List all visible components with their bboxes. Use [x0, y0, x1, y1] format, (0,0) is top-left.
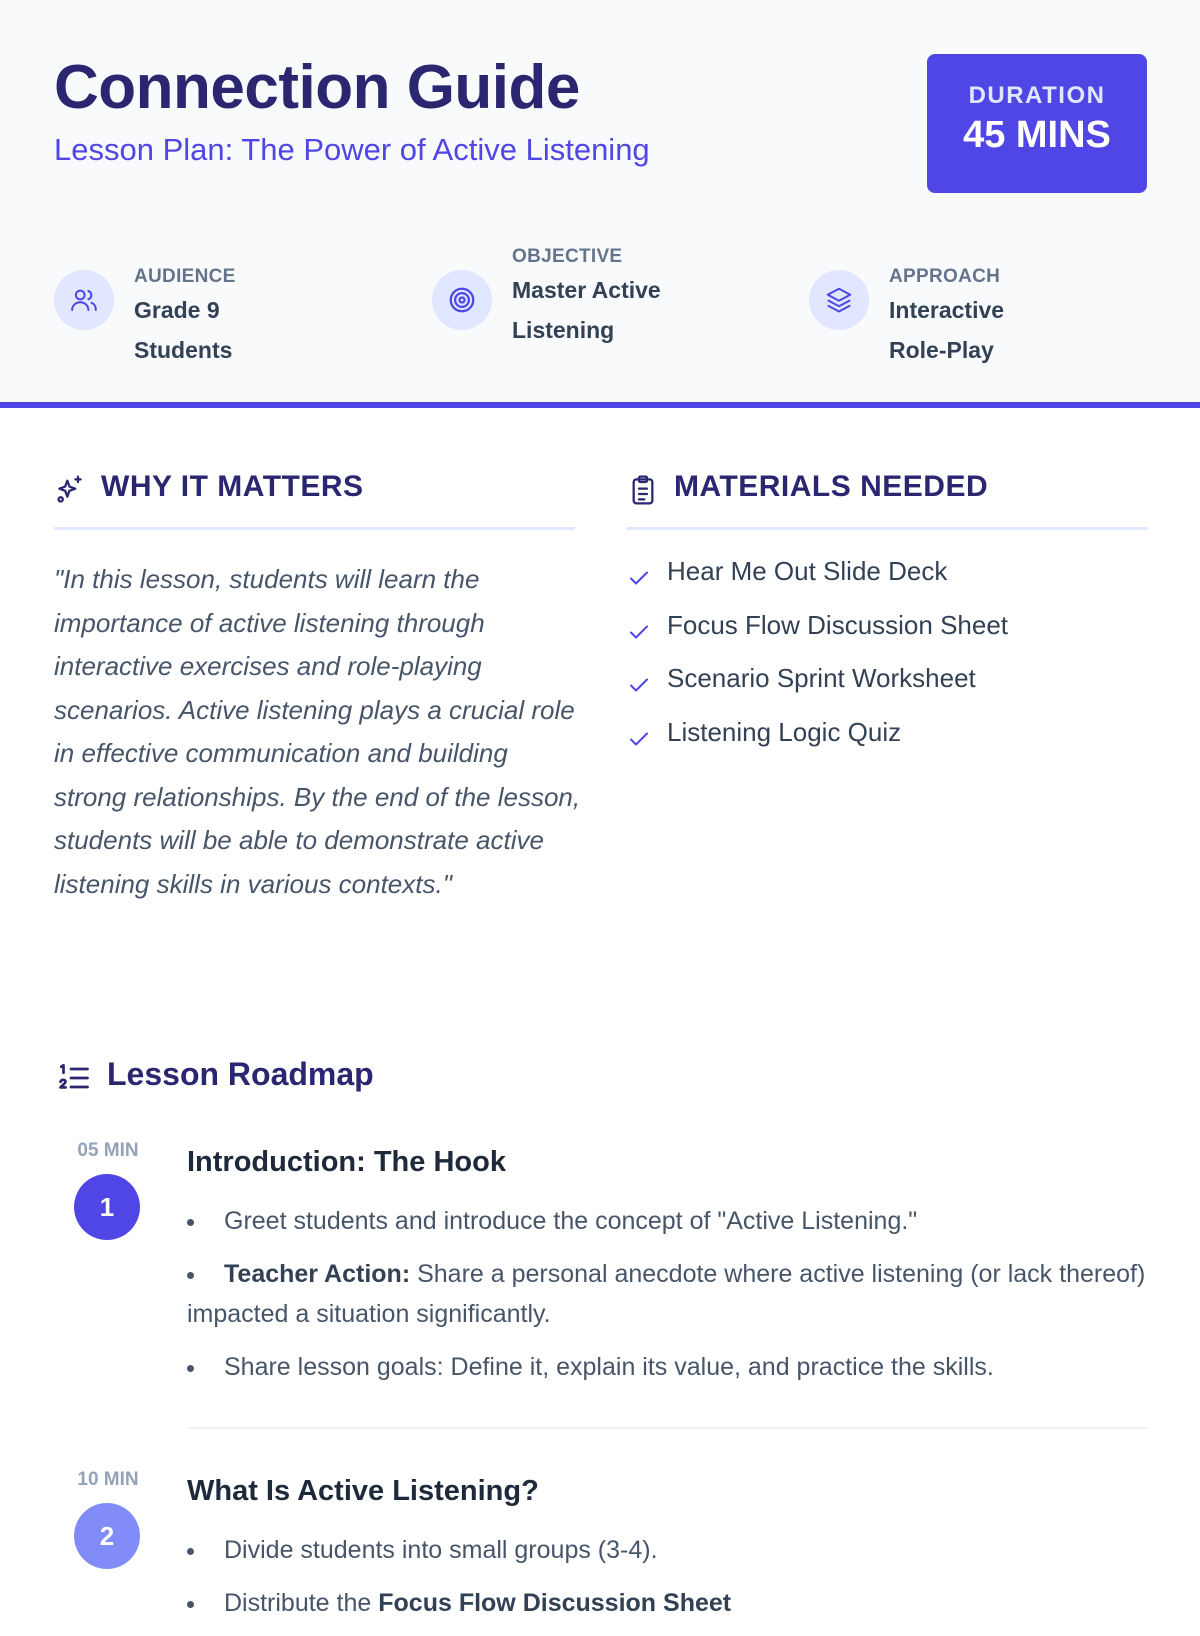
list-item	[187, 1530, 1148, 1570]
check-icon	[627, 566, 651, 590]
step-duration: 10 MIN	[77, 1469, 139, 1490]
step-title: Introduction: The Hook	[187, 1146, 506, 1178]
step-bullets	[187, 1530, 1148, 1636]
list-item	[187, 1347, 1148, 1387]
list-item	[187, 1583, 1148, 1623]
bullet-bold: Focus Flow Discussion Sheet	[378, 1589, 732, 1617]
why-it-matters-heading	[54, 466, 575, 530]
section-title: MATERIALS NEEDED	[674, 470, 989, 503]
numbered-list-icon	[56, 1060, 92, 1096]
step-duration: 05 MIN	[77, 1140, 139, 1161]
material-label: Focus Flow Discussion Sheet	[667, 609, 1009, 640]
bullet-text: Divide students into small groups (3-4).	[224, 1536, 658, 1564]
meta-value: Interactive Role-Play	[889, 297, 1005, 363]
target-icon	[432, 270, 492, 330]
meta-label: APPROACH	[889, 266, 1001, 287]
check-icon	[627, 727, 651, 751]
meta-label: OBJECTIVE	[512, 246, 623, 267]
bullet-prefix: Distribute the	[224, 1589, 379, 1617]
clipboard-icon	[627, 474, 659, 506]
bullet-bold: Teacher Action:	[224, 1260, 411, 1288]
layers-icon	[809, 270, 869, 330]
material-label: Hear Me Out Slide Deck	[667, 556, 948, 586]
materials-heading	[627, 466, 1148, 530]
sparkles-icon	[54, 474, 86, 506]
roadmap-step	[54, 1140, 1148, 1440]
meta-label: AUDIENCE	[134, 266, 236, 287]
step-title: What Is Active Listening?	[187, 1475, 539, 1507]
bullet-text: Share a personal anecdote where active listening (or lack thereof) impacted a situation significantly.	[187, 1260, 1146, 1328]
header	[0, 0, 1200, 408]
duration-value: 45 MINS	[963, 114, 1111, 156]
list-item	[187, 1201, 1148, 1241]
duration-label: DURATION	[968, 82, 1106, 109]
why-quote: "In this lesson, students will learn the importance of active listening through interactive exercises and role-playing scenarios. Active listening plays a crucial role in effective communication and building strong relationships. By the end of the lesson, students will be able to demonstrate active listening skills in various contexts."	[54, 564, 581, 899]
material-label: Listening Logic Quiz	[667, 716, 902, 747]
meta-value: Grade 9 Students	[134, 297, 233, 363]
section-title: WHY IT MATTERS	[101, 470, 364, 503]
page-title: Connection Guide	[54, 53, 580, 122]
page-subtitle: Lesson Plan: The Power of Active Listening	[54, 132, 650, 167]
step-number: 1	[74, 1174, 140, 1240]
meta-value: Master Active Listening	[512, 277, 661, 343]
step-bullets	[187, 1201, 1148, 1400]
check-icon	[627, 673, 651, 697]
material-label: Scenario Sprint Worksheet	[667, 663, 976, 693]
bullet-text: Greet students and introduce the concept of "Active Listening."	[224, 1207, 918, 1235]
section-title: Lesson Roadmap	[107, 1056, 374, 1092]
users-icon	[54, 270, 114, 330]
step-number: 2	[74, 1503, 140, 1569]
bullet-text: Share lesson goals: Define it, explain its value, and practice the skills.	[224, 1353, 994, 1381]
duration-badge	[927, 54, 1147, 193]
check-icon	[627, 620, 651, 644]
list-item	[187, 1254, 1148, 1334]
roadmap-step	[54, 1469, 1148, 1617]
divider	[187, 1427, 1148, 1429]
